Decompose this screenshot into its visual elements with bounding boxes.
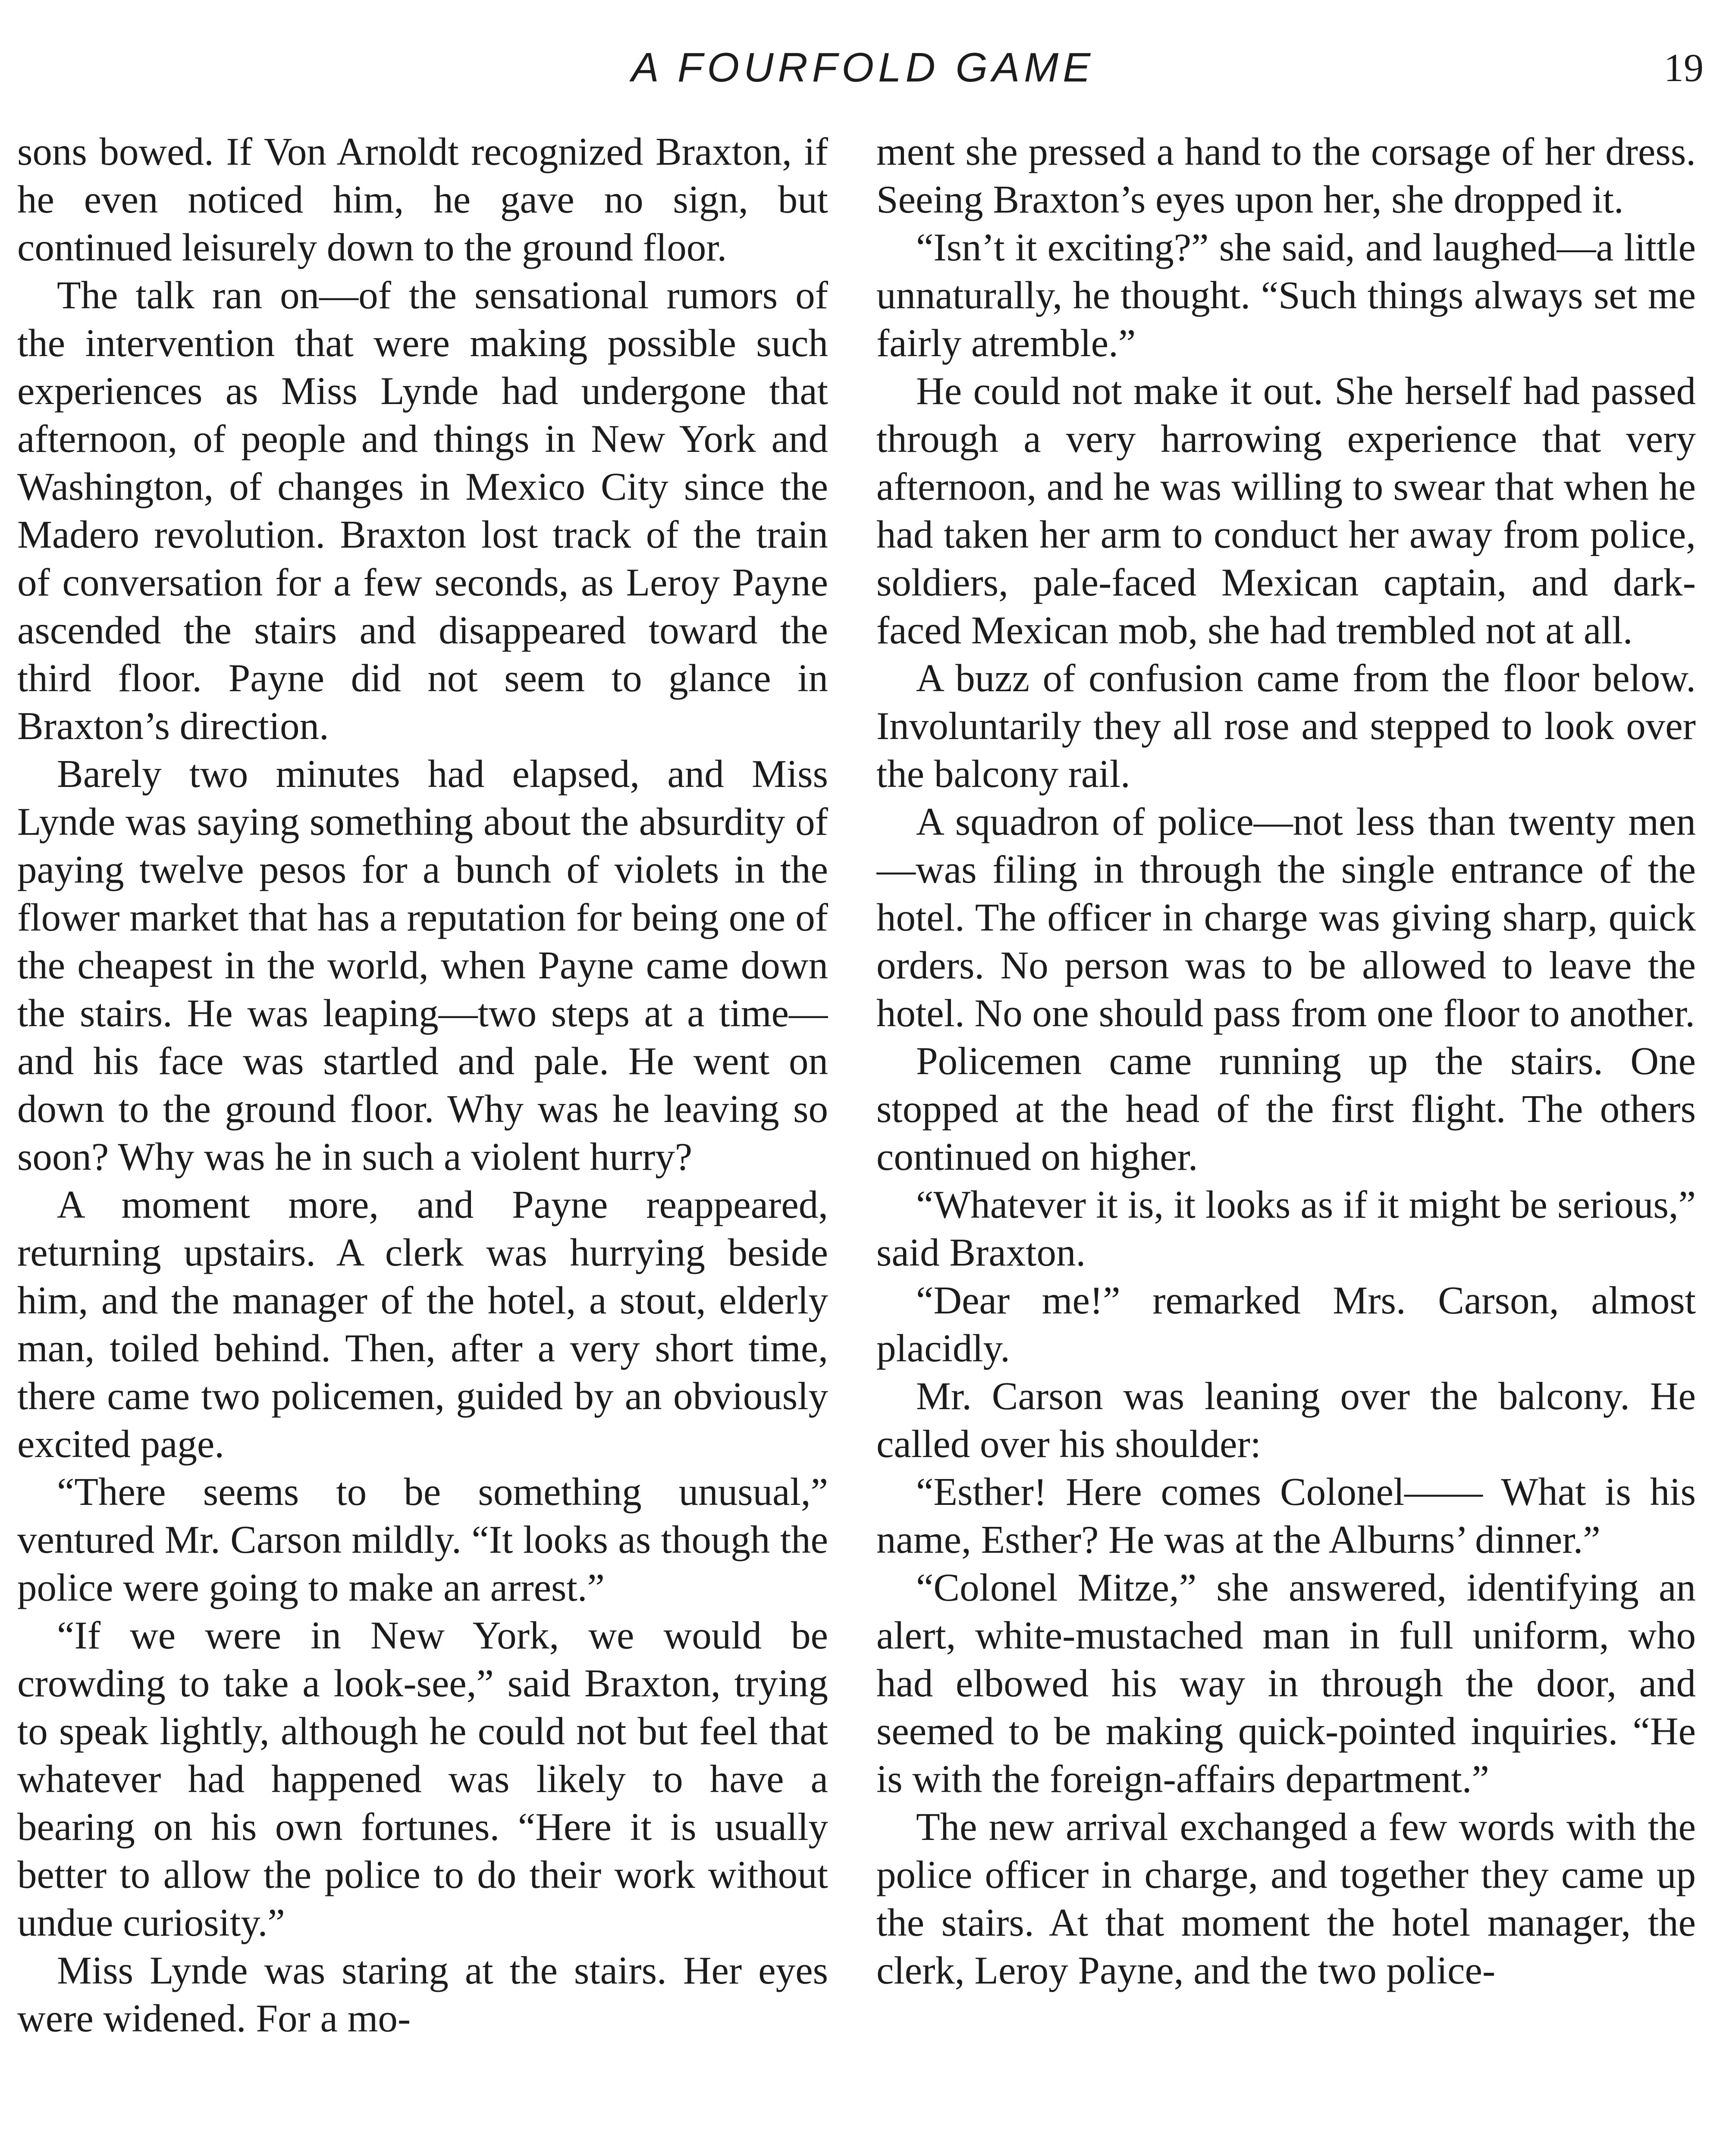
paragraph: sons bowed. If Von Arnoldt recognized Braxton, if he even noticed him, he gave no sign, but continued leisurely down to the ground floor. [17, 130, 828, 269]
page-number: 19 [1664, 46, 1704, 90]
paragraph: “There seems to be something unusual,” ventured Mr. Carson mildly. “It looks as though the police were going to make an arrest.” [17, 1470, 828, 1609]
paragraph: The new arrival exchanged a few words with the police officer in charge, and together they came up the stairs. At that moment the hotel manager, the clerk, Leroy Payne, and the two police- [876, 1805, 1696, 1992]
paragraph: The talk ran on—of the sensational rumors of the intervention that were making possible such experiences as Miss Lynde had undergone that afternoon, of people and things in New York and Washington, of changes in Mexico City since the Madero revolution. Braxton lost track of the train of conversation for a few seconds, as Leroy Payne ascended the stairs and disappeared toward the third floor. Payne did not seem to glance in Braxton’s direction. [17, 273, 828, 748]
paragraph: “Whatever it is, it looks as if it might be serious,” said Braxton. [876, 1183, 1696, 1274]
paragraph: Policemen came running up the stairs. One stopped at the head of the first flight. The others continued on higher. [876, 1039, 1696, 1178]
paragraph: Miss Lynde was staring at the stairs. Her eyes were widened. For a mo- [17, 1949, 828, 2040]
paragraph: Mr. Carson was leaning over the balcony. He called over his shoulder: [876, 1374, 1696, 1466]
paragraph: Barely two minutes had elapsed, and Miss Lynde was saying something about the absurdity of paying twelve pesos for a bunch of violets in the flower market that has a reputation for being one of the cheapest in the world, when Payne came down the stairs. He was leaping—two steps at a time—and his face was startled and pale. He went on down to the ground floor. Why was he leaving so soon? Why was he in such a violent hurry? [17, 752, 828, 1178]
paragraph: “Esther! Here comes Colonel—— What is his name, Esther? He was at the Alburns’ dinner.” [876, 1470, 1696, 1561]
paragraph: He could not make it out. She herself had passed through a very harrowing experience that very afternoon, and he was willing to swear that when he had taken her arm to conduct her away from police, soldiers, pale-faced Mexican captain, and dark-faced Mexican mob, she had trembled not at all. [876, 369, 1696, 652]
paragraph: “Colonel Mitze,” she answered, identifying an alert, white-mustached man in full uniform, who had elbowed his way in through the door, and seemed to be making quick-pointed inquiries. “He is with the foreign-affairs department.” [876, 1566, 1696, 1801]
paragraph: A moment more, and Payne reappeared, returning upstairs. A clerk was hurrying beside him, and the manager of the hotel, a stout, elderly man, toiled behind. Then, after a very short time, there came two policemen, guided by an obviously excited page. [17, 1183, 828, 1466]
paragraph: “Dear me!” remarked Mrs. Carson, almost placidly. [876, 1279, 1696, 1370]
right-column [876, 128, 1696, 2156]
paragraph: “Isn’t it exciting?” she said, and laughed—a little unnaturally, he thought. “Such things always set me fairly atremble.” [876, 226, 1696, 365]
paragraph: A squadron of police—not less than twenty men—was filing in through the single entrance of the hotel. The officer in charge was giving sharp, quick orders. No person was to be allowed to leave the hotel. No one should pass from one floor to another. [876, 800, 1696, 1035]
paragraph: “If we were in New York, we would be crowding to take a look-see,” said Braxton, trying to speak lightly, although he could not but feel that whatever had happened was likely to have a bearing on his own fortunes. “Here it is usually better to allow the police to do their work without undue curiosity.” [17, 1614, 828, 1944]
left-column [17, 128, 828, 2156]
running-header [0, 40, 1726, 96]
paragraph: A buzz of confusion came from the floor below. Involuntarily they all rose and stepped to look over the balcony rail. [876, 656, 1696, 796]
paragraph: ment she pressed a hand to the corsage of her dress. Seeing Braxton’s eyes upon her, she dropped it. [876, 130, 1696, 221]
running-title: A FOURFOLD GAME [631, 44, 1095, 91]
